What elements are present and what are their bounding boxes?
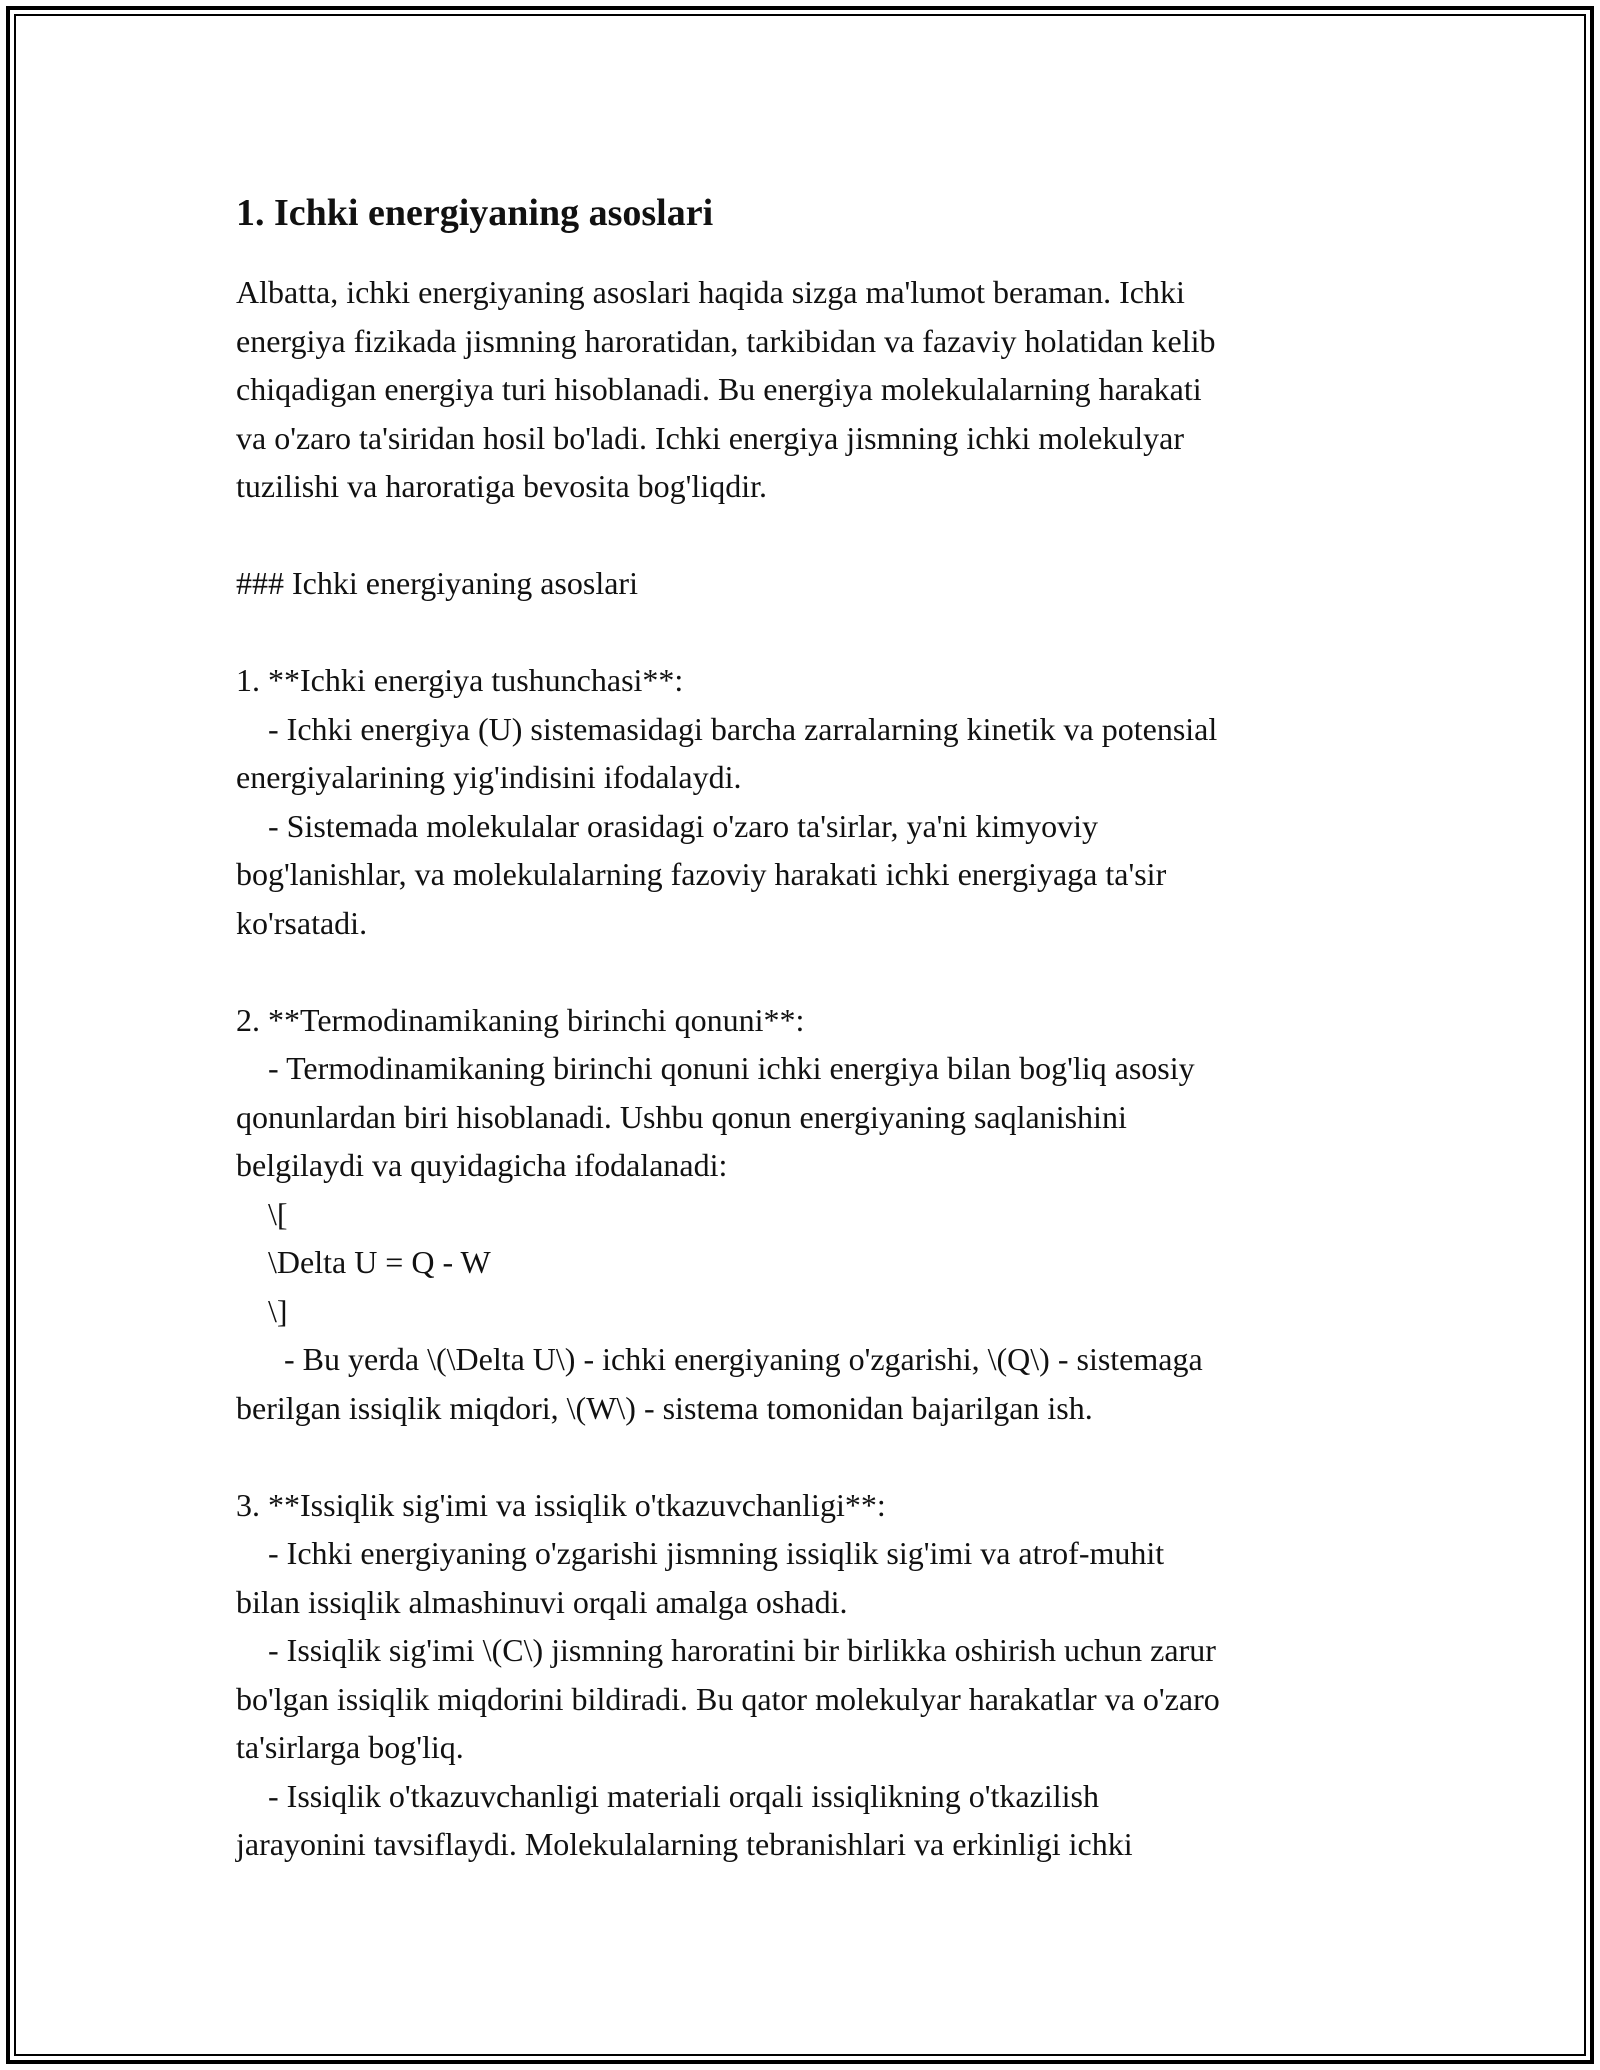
text-line: - Issiqlik o'tkazuvchanligi materiali orqali issiqlikning o'tkazilish	[236, 1777, 1099, 1814]
document-body	[236, 184, 1386, 1869]
text-line	[236, 608, 1386, 657]
text-line: - Ichki energiya (U) sistemasidagi barcha zarralarning kinetik va potensial	[236, 710, 1218, 747]
text-line: chiqadigan energiya turi hisoblanadi. Bu energiya molekulalarning harakati	[236, 371, 1202, 407]
document-text	[236, 268, 1386, 1869]
text-line: 2. **Termodinamikaning birinchi qonuni**:	[236, 1001, 805, 1038]
text-line: - Issiqlik sig'imi \(C\) jismning haroratini bir birlikka oshirish uchun zarur	[236, 1632, 1216, 1668]
text-line	[236, 511, 1386, 560]
text-line	[236, 947, 1386, 996]
text-line: \]	[236, 1292, 288, 1329]
text-line: ko'rsatadi.	[236, 904, 368, 941]
text-line	[236, 1432, 1386, 1481]
text-line: bo'lgan issiqlik miqdorini bildiradi. Bu qator molekulyar harakatlar va o'zaro	[236, 1680, 1220, 1717]
text-line: Albatta, ichki energiyaning asoslari haqida sizga ma'lumot beraman. Ichki	[236, 274, 1185, 310]
text-line: - Bu yerda \(\Delta U\) - ichki energiyaning o'zgarishi, \(Q\) - sistemaga	[236, 1341, 1203, 1377]
text-line: bilan issiqlik almashinuvi orqali amalga oshadi.	[236, 1583, 848, 1620]
text-line: \[	[236, 1195, 288, 1232]
text-line: berilgan issiqlik miqdori, \(W\) - sistema tomonidan bajarilgan ish.	[236, 1389, 1093, 1426]
text-line: ### Ichki energiyaning asoslari	[236, 565, 638, 601]
text-line: qonunlardan biri hisoblanadi. Ushbu qonun energiyaning saqlanishini	[236, 1098, 1127, 1135]
text-line: 1. **Ichki energiya tushunchasi**:	[236, 662, 684, 698]
text-line: belgilaydi va quyidagicha ifodalanadi:	[236, 1147, 728, 1183]
text-line: ta'sirlarga bog'liq.	[236, 1729, 464, 1765]
text-line: 3. **Issiqlik sig'imi va issiqlik o'tkazuvchanligi**:	[236, 1486, 886, 1523]
text-line: tuzilishi va haroratiga bevosita bog'liqdir.	[236, 468, 767, 504]
text-line: jarayonini tavsiflaydi. Molekulalarning tebranishlari va erkinligi ichki	[236, 1826, 1133, 1862]
document-title: 1. Ichki energiyaning asoslari	[236, 192, 714, 234]
text-line: - Sistemada molekulalar orasidagi o'zaro ta'sirlar, ya'ni kimyoviy	[236, 807, 1098, 844]
text-line: \Delta U = Q - W	[236, 1244, 491, 1280]
text-line: - Termodinamikaning birinchi qonuni ichki energiya bilan bog'liq asosiy	[236, 1050, 1195, 1086]
text-line: energiya fizikada jismning haroratidan, tarkibidan va fazaviy holatidan kelib	[236, 322, 1216, 359]
text-line: energiyalarining yig'indisini ifodalaydi.	[236, 759, 742, 795]
text-line: va o'zaro ta'siridan hosil bo'ladi. Ichki energiya jismning ichki molekulyar	[236, 419, 1185, 456]
text-line: bog'lanishlar, va molekulalarning fazoviy harakati ichki energiyaga ta'sir	[236, 856, 1167, 892]
text-line: - Ichki energiyaning o'zgarishi jismning issiqlik sig'imi va atrof-muhit	[236, 1535, 1165, 1571]
